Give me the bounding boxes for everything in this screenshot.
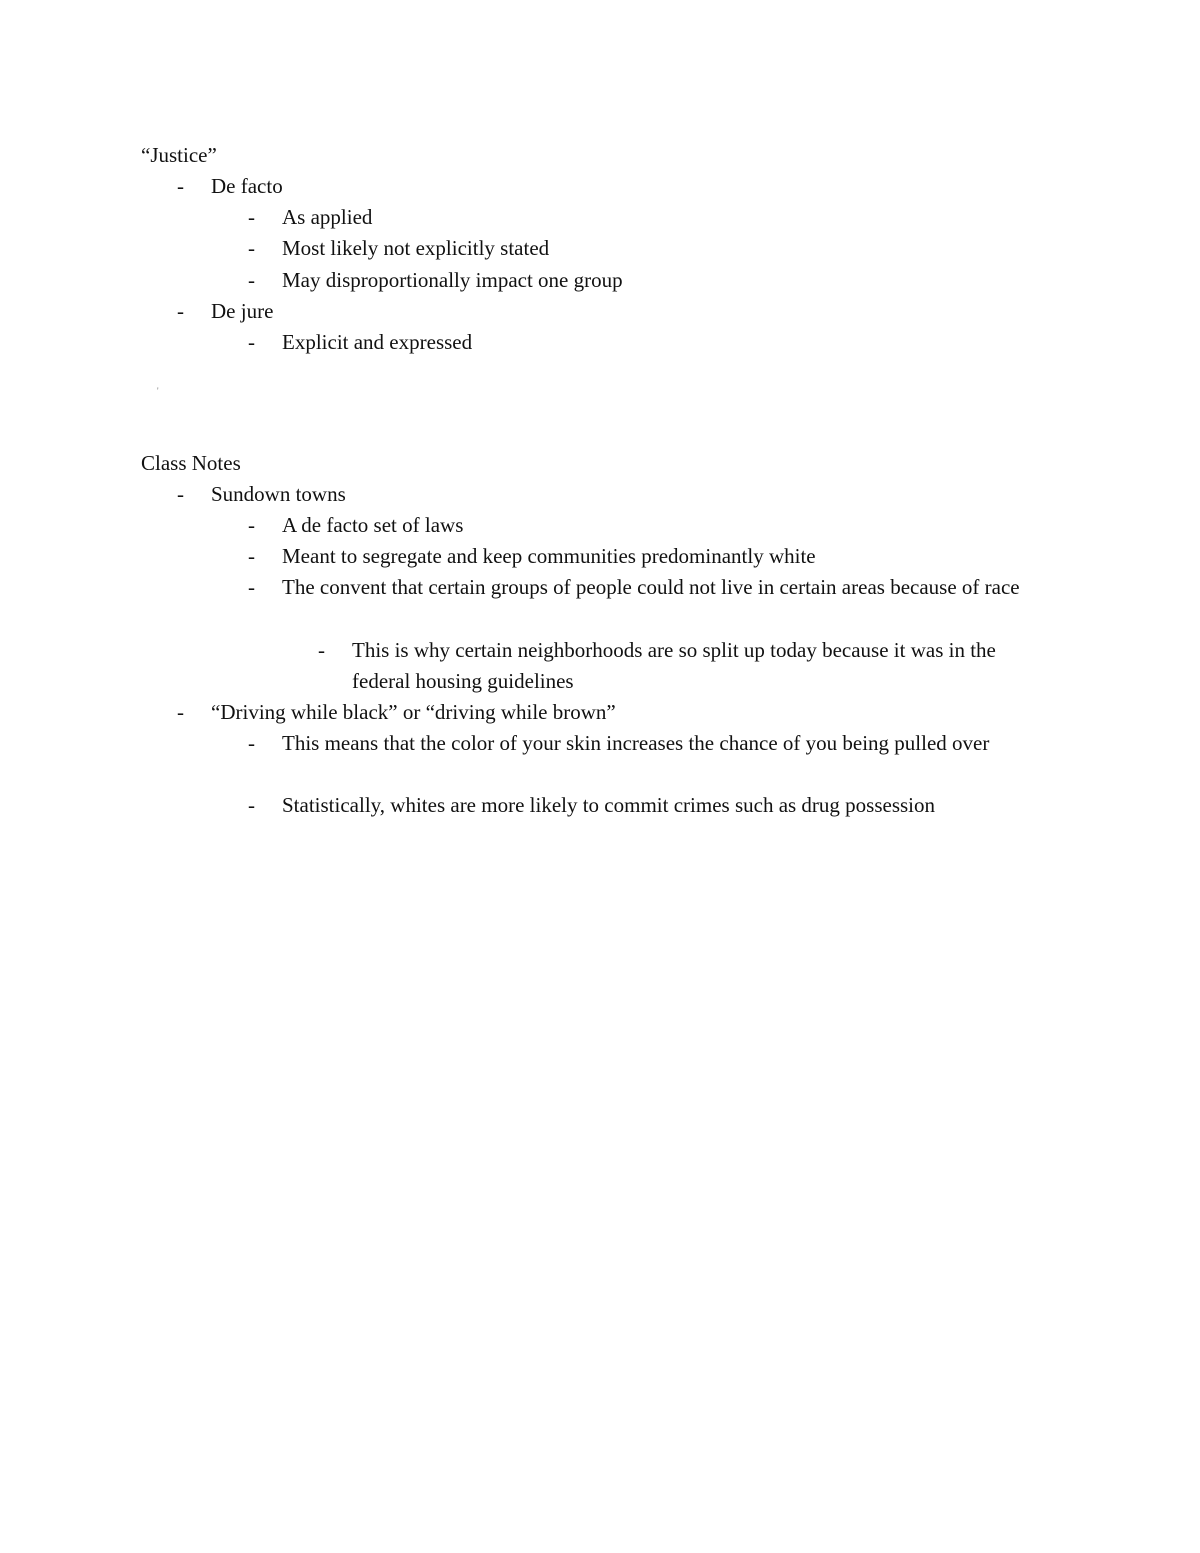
bullet-dash: - <box>177 299 184 323</box>
list-item-text: The convent that certain groups of people could not live in certain areas because of race <box>282 575 1020 599</box>
list-item-text: A de facto set of laws <box>282 513 464 537</box>
list-item-text: “Driving while black” or “driving while brown” <box>211 700 616 724</box>
bullet-dash: - <box>318 638 325 662</box>
list-item-text: Explicit and expressed <box>282 330 473 354</box>
list-item-text: Meant to segregate and keep communities predominantly white <box>282 544 816 568</box>
bullet-dash: - <box>248 544 255 568</box>
section-heading-class-notes: Class Notes <box>141 451 241 475</box>
list-item-text: De jure <box>211 299 274 323</box>
bullet-dash: - <box>248 330 255 354</box>
bullet-dash: - <box>248 575 255 599</box>
list-item-text: This means that the color of your skin increases the chance of you being pulled over <box>282 731 990 755</box>
section-heading-justice: “Justice” <box>141 143 217 167</box>
bullet-dash: - <box>177 700 184 724</box>
list-item-text: Most likely not explicitly stated <box>282 236 550 260</box>
list-item-text: Sundown towns <box>211 482 346 506</box>
list-item-text: De facto <box>211 174 283 198</box>
list-item-text: May disproportionally impact one group <box>282 268 623 292</box>
bullet-dash: - <box>248 236 255 260</box>
list-item-text: Statistically, whites are more likely to commit crimes such as drug possession <box>282 793 936 817</box>
bullet-dash: - <box>248 205 255 229</box>
bullet-dash: - <box>177 174 184 198</box>
bullet-dash: - <box>248 793 255 817</box>
list-item-text: As applied <box>282 205 373 229</box>
stray-mark: ' <box>157 386 159 396</box>
bullet-dash: - <box>248 731 255 755</box>
list-item-text: This is why certain neighborhoods are so split up today because it was in the federal housing guidelines <box>352 638 996 693</box>
bullet-dash: - <box>177 482 184 506</box>
bullet-dash: - <box>248 513 255 537</box>
bullet-dash: - <box>248 268 255 292</box>
